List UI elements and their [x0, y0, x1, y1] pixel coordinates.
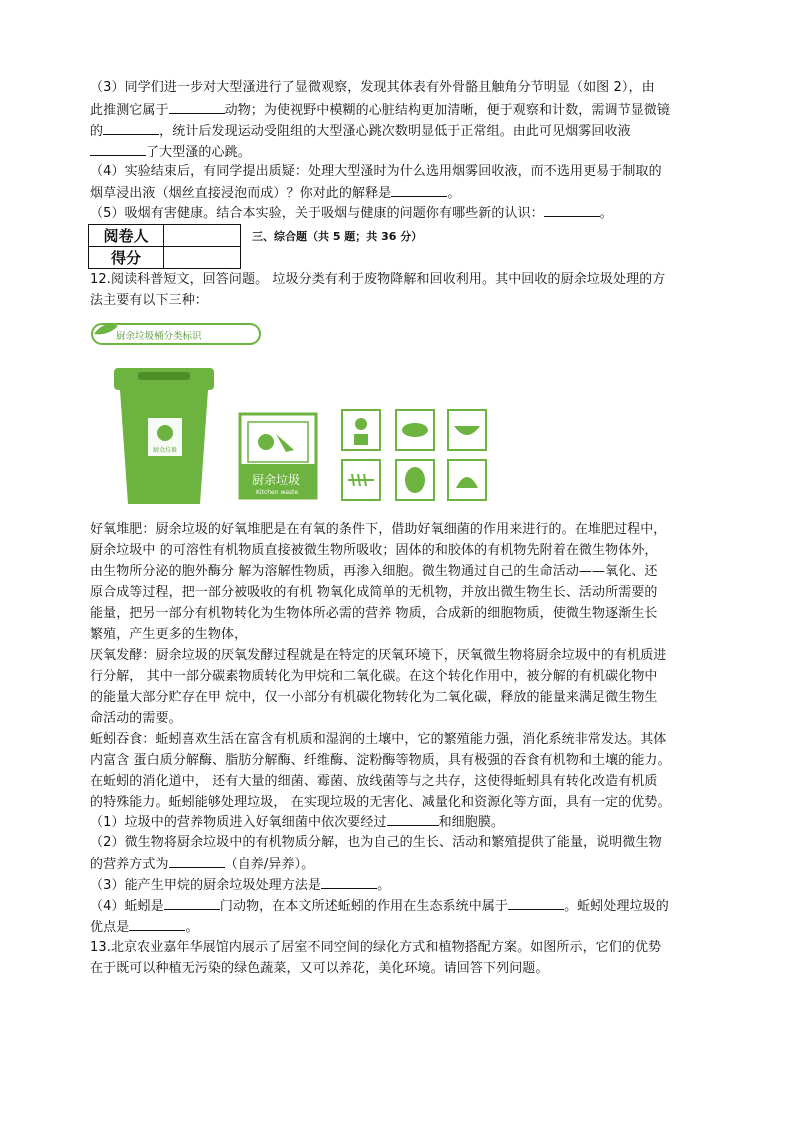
q13-line-2: 在于既可以种植无污染的绿色蔬菜，又可以养花，美化环境。请回答下列问题。 — [90, 961, 549, 976]
potted-plant-icon — [342, 410, 380, 450]
q11-p5-line-1 — [90, 203, 710, 224]
text-fragment: 了大型溞的心跳。 — [146, 145, 251, 160]
text-fragment: 的营养方式为 — [90, 857, 169, 872]
text-fragment: 。 — [599, 206, 613, 221]
q12-aerobic-line-3: 由生物所分泌的胞外酶分 解为溶解性物质，再渗入细胞。微生物通过自己的生命活动——氧化、还 — [90, 564, 658, 579]
answer-blank — [387, 812, 439, 826]
text-fragment: 。 — [447, 186, 461, 201]
score-table — [88, 224, 241, 269]
q12-earthworm-line-2: 内富含 蛋白质分解酶、脂肪分解酶、纤维酶、淀粉酶等物质，具有极强的吞食有机物和土壤的能力。 — [90, 753, 671, 768]
answer-blank — [164, 896, 220, 910]
text-fragment: （1）垃圾中的营养物质进入好氧细菌中依次要经过 — [90, 815, 387, 830]
text-fragment: 。 — [185, 920, 199, 935]
text-fragment: （4）蚯蚓是 — [90, 899, 164, 914]
text-fragment: 此推测它属于 — [90, 103, 169, 118]
text-fragment: （3）能产生甲烷的厨余垃圾处理方法是 — [90, 878, 322, 893]
answer-blank — [391, 183, 447, 197]
q11-p4-line-1: （4）实验结束后，有同学提出质疑：处理大型溞时为什么选用烟雾回收液，而不选用更易于制取的 — [90, 164, 662, 179]
text-fragment: 。 — [377, 878, 391, 893]
banner — [92, 324, 260, 344]
bowl-icon — [448, 410, 486, 450]
banner-label: 厨余垃圾桶分类标识 — [116, 331, 202, 342]
score-cell — [164, 247, 241, 269]
q11-p3-line-4 — [90, 142, 710, 163]
q12-subquestion-4-line-1 — [90, 896, 710, 917]
reviewer-cell — [164, 225, 241, 247]
text-fragment: 动物；为使视野中模糊的心脏结构更加清晰，便于观察和计数，需调节显微镜 — [224, 103, 671, 118]
answer-blank — [169, 100, 225, 114]
q12-subquestion-2-line-1: （2）微生物将厨余垃圾中的有机物质分解，也为自己的生长、活动和繁殖提供了能量，说明微生物 — [90, 835, 662, 850]
text-fragment: 烟草浸出液（烟丝直接浸泡而成）？你对此的解释是 — [90, 186, 392, 201]
q12-aerobic-line-6: 繁殖，产生更多的生物体， — [90, 627, 248, 642]
q12-aerobic-line-1: 好氧堆肥：厨余垃圾的好氧堆肥是在有氧的条件下，借助好氧细菌的作用来进行的。在堆肥过程中， — [90, 522, 667, 537]
bin-label: 厨余垃圾 — [153, 447, 178, 454]
fruit-peel-icon — [448, 460, 486, 500]
q11-p4-line-2 — [90, 183, 710, 204]
q12-earthworm-line-1: 蚯蚓吞食：蚯蚓喜欢生活在富含有机质和湿润的土壤中，它的繁殖能力强，消化系统非常发达。其体 — [90, 732, 667, 747]
q12-aerobic-line-5: 能量，把另一部分有机物转化为生物体所必需的营养 物质，合成新的细胞物质，使微生物逐渐生长 — [90, 606, 658, 621]
text-fragment: （5）吸烟有害健康。结合本实验，关于吸烟与健康的问题你有哪些新的认识： — [90, 206, 544, 221]
q12-anaerobic-line-4: 命活动的需要。 — [90, 711, 182, 726]
answer-blank — [129, 917, 185, 931]
text-fragment: 。蚯蚓处理垃圾的 — [564, 899, 669, 914]
answer-blank — [103, 121, 159, 135]
kitchen-waste-figure — [90, 318, 530, 508]
q12-intro-line-2: 法主要有以下三种： — [90, 293, 208, 308]
text-fragment: 的 — [90, 124, 104, 139]
q11-p3-line-3 — [90, 121, 710, 142]
kitchen-waste-illustration — [90, 318, 530, 508]
q12-anaerobic-line-2: 行分解， 其中一部分碳素物质转化为甲烷和二氧化碳。在这个转化作用中，被分解的有机碳化物中 — [90, 669, 658, 684]
q12-earthworm-line-4: 的特殊能力。蚯蚓能够处理垃圾， 在实现垃圾的无害化、减量化和资源化等方面，具有一定的优势。 — [90, 795, 671, 810]
kitchen-waste-sign-icon — [240, 414, 316, 498]
q12-anaerobic-line-3: 的能量大部分贮存在甲 烷中，仅一小部分有机碳化物转化为二氧化碳，释放的能量来满足微生物生 — [90, 690, 658, 705]
text-fragment: 门动物，在本文所述蚯蚓的作用在生态系统中属于 — [219, 899, 509, 914]
answer-blank — [544, 203, 600, 217]
kitchen-waste-bin-icon — [114, 368, 214, 504]
q12-aerobic-line-2: 厨余垃圾中 的可溶性有机物质直接被微生物所吸收；固体的和胶体的有机物先附着在微生物体外， — [90, 543, 658, 558]
q12-subquestion-1 — [90, 812, 710, 833]
text-fragment: ，统计后发现运动受阻组的大型溞心跳次数明显低于正常组。由此可见烟雾回收液 — [159, 124, 631, 139]
text-fragment: （自养/异养）。 — [224, 857, 315, 872]
q12-aerobic-line-4: 原合成等过程，把一部分被吸收的有机 物氧化成简单的无机物，并放出微生物生长、活动所需要的 — [90, 585, 658, 600]
text-fragment: 和细胞膜。 — [438, 815, 505, 830]
q13-line-1: 13.北京农业嘉年华展馆内展示了居室不同空间的绿化方式和植物搭配方案。如图所示，它们的优势 — [90, 940, 662, 955]
q11-p3-line-1: （3）同学们进一步对大型溞进行了显微观察，发现其体表有外骨骼且触角分节明显（如图 2），由 — [90, 80, 655, 95]
answer-blank — [169, 854, 225, 868]
section-title: 三、综合题（共 5 题；共 36 分） — [252, 230, 423, 243]
q12-intro-line-1: 12.阅读科普短文，回答问题。 垃圾分类有利于废物降解和回收利用。其中回收的厨余垃圾处理的方 — [90, 272, 666, 287]
fish-bone-icon — [342, 460, 380, 500]
bread-icon — [396, 410, 434, 450]
text-fragment: 优点是 — [90, 920, 130, 935]
q12-anaerobic-line-1: 厌氧发酵：厨余垃圾的厌氧发酵过程就是在特定的厌氧环境下，厌氧微生物将厨余垃圾中的有机质进 — [90, 648, 667, 663]
sign-label: 厨余垃圾 — [252, 473, 301, 487]
score-label: 得分 — [89, 247, 164, 269]
q11-p3-line-2 — [90, 100, 710, 121]
q12-subquestion-2-line-2 — [90, 854, 710, 875]
reviewer-label: 阅卷人 — [89, 225, 164, 247]
q12-subquestion-3 — [90, 875, 710, 896]
q12-earthworm-line-3: 在蚯蚓的消化道中， 还有大量的细菌、霉菌、放线菌等与之共存，这使得蚯蚓具有转化改造有机质 — [90, 774, 658, 789]
q12-subquestion-4-line-2 — [90, 917, 710, 938]
answer-blank — [508, 896, 564, 910]
answer-blank — [90, 142, 146, 156]
sign-label-en: Kitchen waste — [256, 489, 299, 496]
vegetable-icon — [396, 460, 434, 500]
answer-blank — [321, 875, 377, 889]
